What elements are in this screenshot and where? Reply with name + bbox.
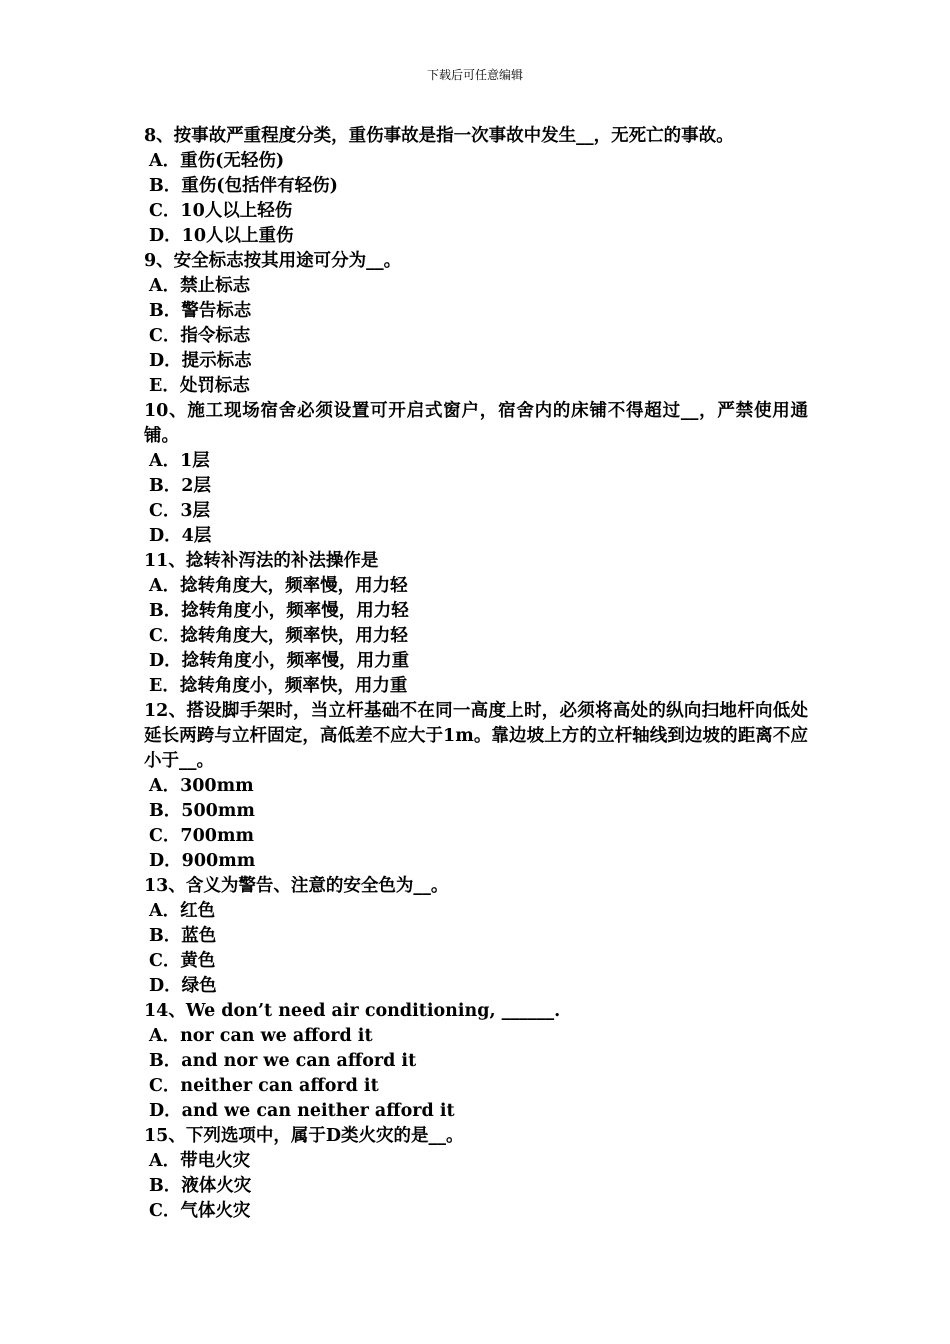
option-item: A．nor can we afford it (149, 1026, 373, 1046)
option-item: B．500mm (149, 801, 255, 821)
question-text: 14、We don’t need air conditioning, ______. (144, 1001, 561, 1021)
option-item: A．禁止标志 (149, 276, 251, 296)
option-item: A．带电火灾 (149, 1151, 251, 1171)
option-item: A．300mm (149, 776, 254, 796)
option-list (144, 899, 808, 999)
option-item: C．黄色 (149, 951, 216, 971)
question-block (144, 399, 808, 549)
option-item: C．700mm (149, 826, 254, 846)
option-item: B．2层 (149, 476, 211, 496)
option-item: D．10人以上重伤 (149, 226, 294, 246)
question-text: 12、搭设脚手架时，当立杆基础不在同一高度上时，必须将高处的纵向扫地杆向低处延长两跨与立杆固定，高低差不应大于1m。靠边坡上方的立杆轴线到边坡的距离不应小于__。 (144, 701, 808, 771)
question-block (144, 249, 808, 399)
question-block (144, 124, 808, 249)
question-text: 15、下列选项中，属于D类火灾的是__。 (144, 1126, 464, 1146)
question-text: 10、施工现场宿舍必须设置可开启式窗户，宿舍内的床铺不得超过__，严禁使用通铺。 (144, 401, 808, 446)
option-list (144, 1024, 808, 1124)
option-item: A．重伤(无轻伤) (149, 151, 285, 171)
question-block (144, 549, 808, 699)
option-list (144, 774, 808, 874)
option-item: D．提示标志 (149, 351, 252, 371)
question-text: 13、含义为警告、注意的安全色为__。 (144, 876, 449, 896)
option-list (144, 574, 808, 699)
option-item: B．捻转角度小，频率慢，用力轻 (149, 601, 409, 621)
page-header: 下载后可任意编辑 (426, 68, 523, 82)
option-item: A．红色 (149, 901, 216, 921)
option-item: A．1层 (149, 451, 210, 471)
option-item: C．10人以上轻伤 (149, 201, 293, 221)
option-item: B．蓝色 (149, 926, 217, 946)
option-list (144, 149, 808, 249)
option-item: B．重伤(包括伴有轻伤) (149, 176, 338, 196)
option-item: C．3层 (149, 501, 211, 521)
option-list (144, 1149, 808, 1224)
question-text: 8、按事故严重程度分类，重伤事故是指一次事故中发生__，无死亡的事故。 (144, 126, 734, 146)
question-text: 11、捻转补泻法的补法操作是 (144, 551, 379, 571)
option-list (144, 449, 808, 549)
question-block (144, 699, 808, 874)
option-item: D．捻转角度小，频率慢，用力重 (149, 651, 410, 671)
option-item: C．neither can afford it (149, 1076, 379, 1096)
question-list (144, 124, 808, 1224)
option-item: D．4层 (149, 526, 212, 546)
question-block (144, 999, 808, 1124)
option-item: C．捻转角度大，频率快，用力轻 (149, 626, 408, 646)
option-item: A．捻转角度大，频率慢，用力轻 (149, 576, 408, 596)
option-item: E．捻转角度小，频率快，用力重 (149, 676, 408, 696)
question-block (144, 874, 808, 999)
option-item: B．警告标志 (149, 301, 252, 321)
option-item: D．and we can neither afford it (149, 1101, 455, 1121)
question-text: 9、安全标志按其用途可分为__。 (144, 251, 402, 271)
option-item: B．液体火灾 (149, 1176, 252, 1196)
option-list (144, 274, 808, 399)
option-item: C．指令标志 (149, 326, 251, 346)
option-item: D．900mm (149, 851, 256, 871)
option-item: B．and nor we can afford it (149, 1051, 417, 1071)
option-item: D．绿色 (149, 976, 217, 996)
option-item: C．气体火灾 (149, 1201, 251, 1221)
question-block (144, 1124, 808, 1224)
option-item: E．处罚标志 (149, 376, 250, 396)
